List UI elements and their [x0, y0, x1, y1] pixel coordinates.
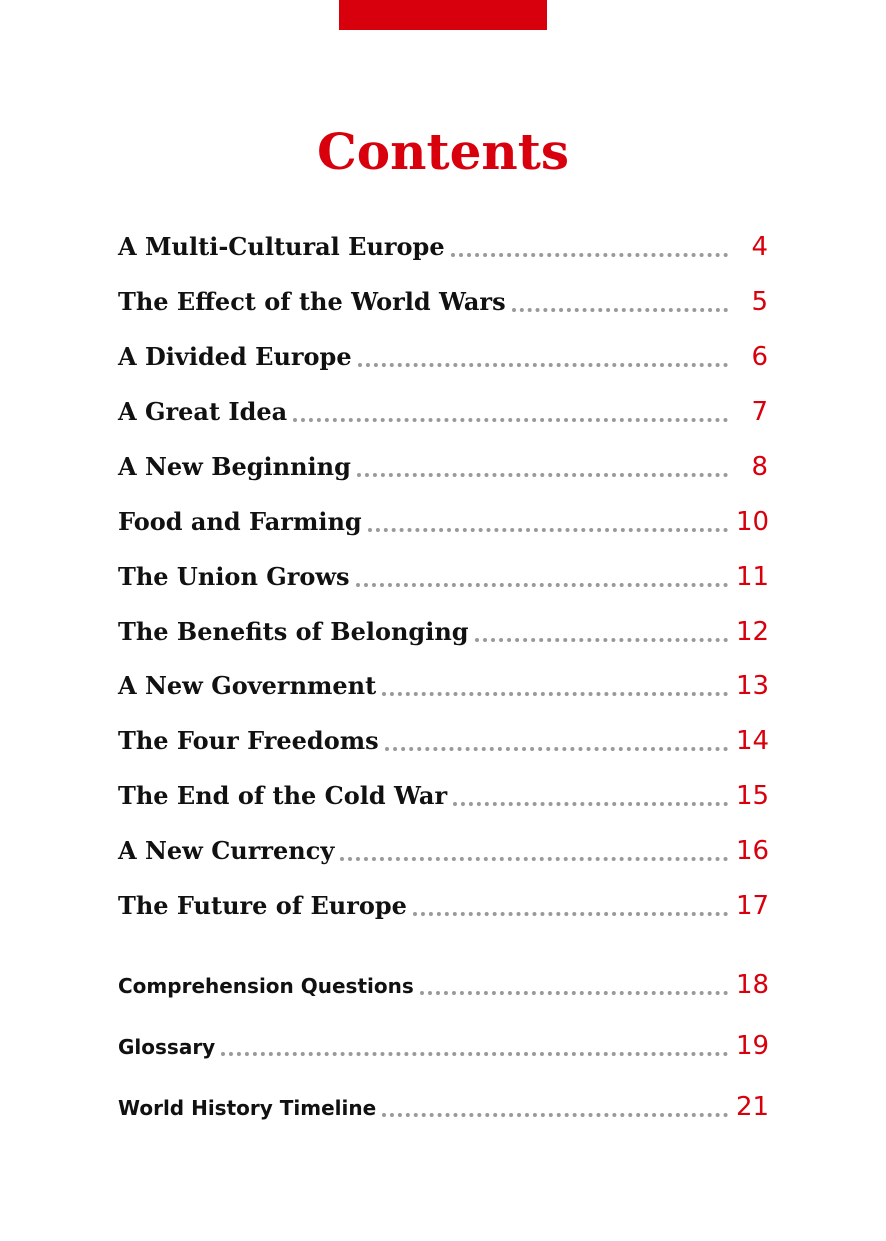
toc-entry[interactable]	[118, 507, 768, 543]
toc-entry-page: 13	[736, 671, 770, 701]
toc-entry-title: World History Timeline	[118, 1096, 377, 1120]
dot-leader	[413, 912, 728, 916]
toc-entry[interactable]	[118, 397, 768, 433]
toc-entry-page: 12	[736, 617, 770, 647]
page-title: Contents	[316, 122, 569, 181]
toc-entry-page: 19	[736, 1031, 770, 1061]
toc-entry[interactable]	[118, 342, 768, 378]
toc-entry[interactable]	[118, 836, 768, 872]
toc-entry-title: The Effect of the World Wars	[118, 287, 506, 316]
toc-entry[interactable]	[118, 287, 768, 323]
toc-entry-page: 6	[751, 342, 768, 372]
toc-entry-title: The Union Grows	[118, 562, 350, 591]
toc-entry-title: The Future of Europe	[118, 891, 407, 920]
table-of-contents	[118, 0, 768, 1241]
dot-leader	[382, 1113, 728, 1117]
toc-entry[interactable]	[118, 781, 768, 817]
toc-entry-title: The Benefits of Belonging	[118, 617, 469, 646]
toc-entry-title: A Multi-Cultural Europe	[118, 232, 445, 261]
dot-leader	[358, 363, 728, 367]
dot-leader	[356, 583, 728, 587]
toc-entry-title: Comprehension Questions	[118, 974, 414, 998]
toc-entry-title: A Divided Europe	[118, 342, 352, 371]
toc-entry-title: A Great Idea	[118, 397, 288, 426]
dot-leader	[293, 418, 728, 422]
toc-entry-page: 16	[736, 836, 770, 866]
toc-entry[interactable]	[118, 562, 768, 598]
dot-leader	[420, 991, 728, 995]
toc-entry-page: 14	[736, 726, 770, 756]
toc-entry[interactable]	[118, 232, 768, 268]
toc-entry-title: The End of the Cold War	[118, 781, 448, 810]
toc-entry-title: Food and Farming	[118, 507, 362, 536]
dot-leader	[451, 253, 728, 257]
toc-entry-title: A New Government	[118, 671, 377, 700]
toc-entry[interactable]	[118, 891, 768, 927]
toc-back-matter-entry[interactable]	[118, 970, 768, 1006]
toc-entry-title: Glossary	[118, 1035, 216, 1059]
toc-entry-page: 11	[736, 562, 770, 592]
toc-entry-page: 5	[751, 287, 768, 317]
dot-leader	[512, 308, 728, 312]
dot-leader	[453, 802, 728, 806]
dot-leader	[385, 747, 728, 751]
toc-entry-page: 15	[736, 781, 770, 811]
toc-entry-page: 21	[736, 1092, 770, 1122]
toc-entry-page: 10	[736, 507, 770, 537]
toc-entry-page: 4	[751, 232, 768, 262]
toc-entry[interactable]	[118, 452, 768, 488]
toc-back-matter-entry[interactable]	[118, 1092, 768, 1128]
toc-entry-page: 18	[736, 970, 770, 1000]
toc-entry[interactable]	[118, 617, 768, 653]
dot-leader	[221, 1052, 728, 1056]
dot-leader	[475, 638, 728, 642]
toc-entry[interactable]	[118, 726, 768, 762]
toc-entry-title: A New Currency	[118, 836, 335, 865]
dot-leader	[340, 857, 728, 861]
dot-leader	[368, 528, 728, 532]
toc-entry-title: A New Beginning	[118, 452, 351, 481]
dot-leader	[382, 692, 728, 696]
toc-entry-page: 17	[736, 891, 770, 921]
toc-entry[interactable]	[118, 671, 768, 707]
toc-entry-title: The Four Freedoms	[118, 726, 379, 755]
dot-leader	[357, 473, 728, 477]
toc-entry-page: 7	[751, 397, 768, 427]
toc-entry-page: 8	[751, 452, 768, 482]
toc-back-matter-entry[interactable]	[118, 1031, 768, 1067]
